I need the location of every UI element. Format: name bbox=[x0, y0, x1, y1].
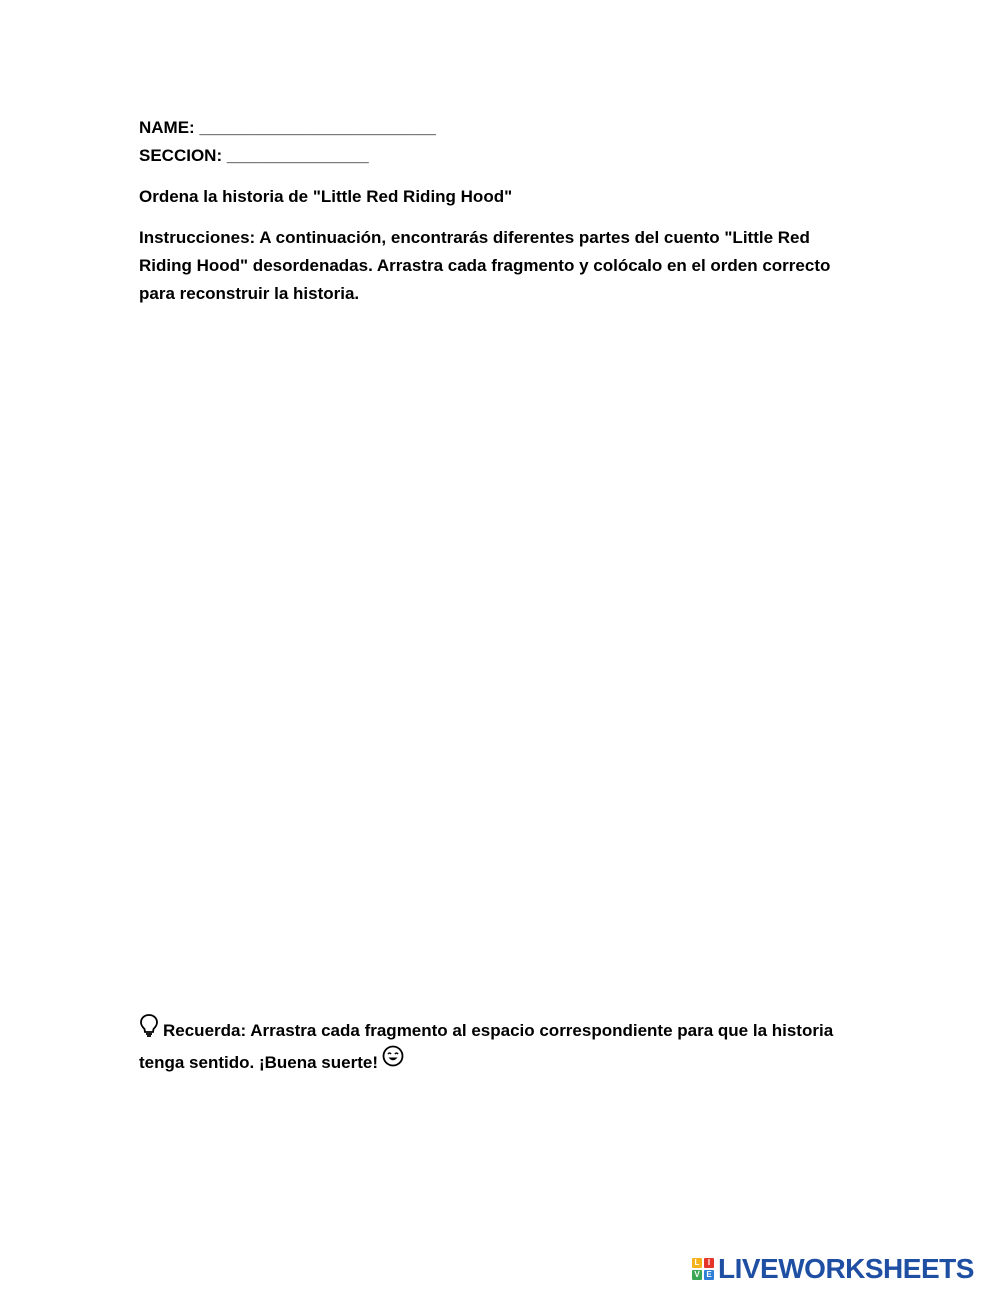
instructions-line-1: Instrucciones: A continuación, encontrarás diferentes partes del cuento "Little Red bbox=[139, 228, 810, 247]
smiley-icon bbox=[382, 1045, 404, 1077]
logo-mark-icon bbox=[692, 1258, 714, 1280]
worksheet-title: Ordena la historia de "Little Red Riding Hood" bbox=[139, 187, 513, 206]
reminder-text-1: Recuerda: Arrastra cada fragmento al espacio correspondiente para que la historia bbox=[163, 1021, 834, 1040]
logo-mark-letter: I bbox=[704, 1258, 714, 1268]
reminder-paragraph bbox=[139, 1015, 859, 1078]
name-field-line: NAME: _________________________ bbox=[139, 118, 436, 137]
section-field-line: SECCION: _______________ bbox=[139, 146, 369, 165]
logo-mark-letter: E bbox=[704, 1270, 714, 1280]
logo-mark-letter: V bbox=[692, 1270, 702, 1280]
logo-text: LIVEWORKSHEETS bbox=[718, 1253, 974, 1284]
instructions-paragraph bbox=[139, 224, 839, 308]
reminder-text-2: tenga sentido. ¡Buena suerte! bbox=[139, 1052, 378, 1072]
reminder-line-1 bbox=[139, 1015, 859, 1047]
lightbulb-icon bbox=[139, 1013, 159, 1047]
logo-mark-letter: L bbox=[692, 1258, 702, 1268]
reminder-line-2 bbox=[139, 1047, 859, 1078]
instructions-line-2: Riding Hood" desordenadas. Arrastra cada fragmento y colócalo en el orden correcto bbox=[139, 256, 831, 275]
instructions-line-3: para reconstruir la historia. bbox=[139, 284, 360, 303]
liveworksheets-logo bbox=[692, 1254, 974, 1284]
